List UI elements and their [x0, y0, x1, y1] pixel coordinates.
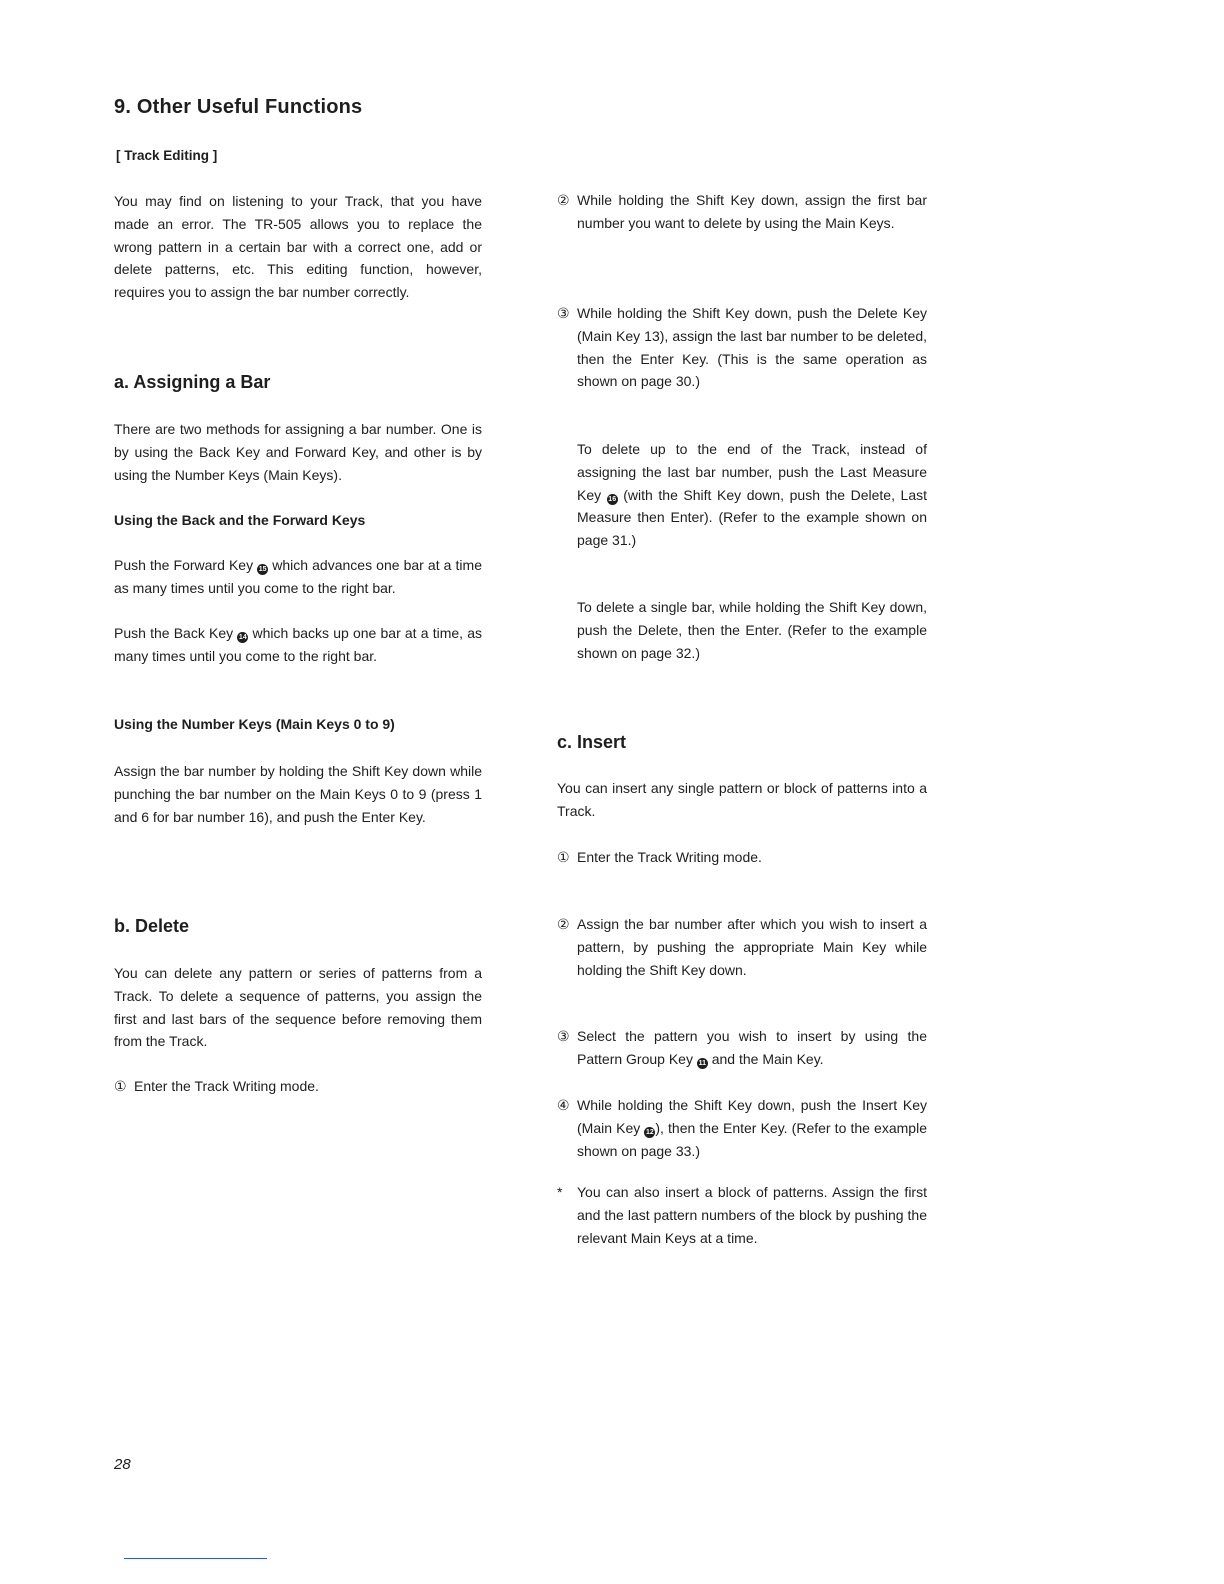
- number-keys-heading: Using the Number Keys (Main Keys 0 to 9): [114, 716, 395, 732]
- delete-step-3: ③ While holding the Shift Key down, push the Delete Key (Main Key 13), assign the last bar number to be deleted, then the Enter Key. (This is the same operation as shown on page 30.): [557, 305, 927, 390]
- section-title: 9. Other Useful Functions: [114, 96, 363, 118]
- forward-key-paragraph: Push the Forward Key 15 which advances one bar at a time as many times until you come to the right bar.: [114, 557, 482, 596]
- footer-rule: [124, 1558, 267, 1559]
- insert-paragraph: You can insert any single pattern or block of patterns into a Track.: [557, 780, 927, 819]
- back-key-paragraph: Push the Back Key 14 which backs up one bar at a time, as many times until you come to the right bar.: [114, 625, 483, 664]
- subsection-title: [ Track Editing ]: [116, 148, 218, 163]
- back-forward-heading: Using the Back and the Forward Keys: [114, 512, 366, 528]
- insert-note: * You can also insert a block of patterns. Assign the first and the last pattern numbers of the block by pushing the relevant Main Keys at a time.: [557, 1184, 927, 1246]
- assigning-heading: a. Assigning a Bar: [114, 372, 271, 392]
- back-key-icon: 14: [238, 634, 247, 641]
- delete-single-paragraph: To delete a single bar, while holding the Shift Key down, push the Delete, then the Enter. (Refer to the example shown on page 32.): [577, 599, 927, 661]
- delete-step-2: ② While holding the Shift Key down, assign the first bar number you want to delete by using the Main Keys.: [557, 192, 927, 231]
- pattern-group-key-icon: 11: [698, 1059, 707, 1067]
- assigning-paragraph: There are two methods for assigning a bar number. One is by using the Back Key and Forward Key, and other is by using the Number Keys (Main Keys).: [114, 421, 482, 483]
- intro-paragraph: You may find on listening to your Track, that you have made an error. The TR-505 allows you to replace the wrong pattern in a certain bar with a correct one, add or delete patterns, etc. This editing function, however, requires you to assign the bar number correctly.: [114, 193, 482, 301]
- delete-end-paragraph: To delete up to the end of the Track, instead of assigning the last bar number, push the Last Measure Key 16 (with the Shift Key down, push the Delete, Last Measure then Enter). (Refer to the example shown on page 31.): [577, 441, 927, 549]
- page-number: 28: [114, 1456, 131, 1473]
- insert-step-3: ③ Select the pattern you wish to insert by using the Pattern Group Key 11 and the Main Key.: [557, 1028, 927, 1067]
- insert-step-1: ① Enter the Track Writing mode.: [557, 849, 762, 865]
- insert-key-icon: 12: [645, 1128, 654, 1136]
- insert-step-2: ② Assign the bar number after which you wish to insert a pattern, by pushing the appropriate Main Key while holding the Shift Key down.: [557, 916, 927, 978]
- last-measure-key-icon: 16: [608, 495, 617, 503]
- number-keys-paragraph: Assign the bar number by holding the Shift Key down while punching the bar number on the Main Keys 0 to 9 (press 1 and 6 for bar number 16), and push the Enter Key.: [114, 763, 482, 825]
- insert-step-4: ④ While holding the Shift Key down, push the Insert Key (Main Key 12 ), then the Enter Key. (Refer to the example shown on page 33.): [557, 1097, 927, 1159]
- forward-key-icon: 15: [258, 566, 267, 573]
- delete-step-1: ① Enter the Track Writing mode.: [114, 1078, 319, 1094]
- delete-paragraph: You can delete any pattern or series of patterns from a Track. To delete a sequence of patterns, you assign the first and last bars of the sequence before removing them from the Track.: [114, 965, 482, 1050]
- delete-heading: b. Delete: [114, 916, 190, 936]
- insert-heading: c. Insert: [557, 732, 627, 752]
